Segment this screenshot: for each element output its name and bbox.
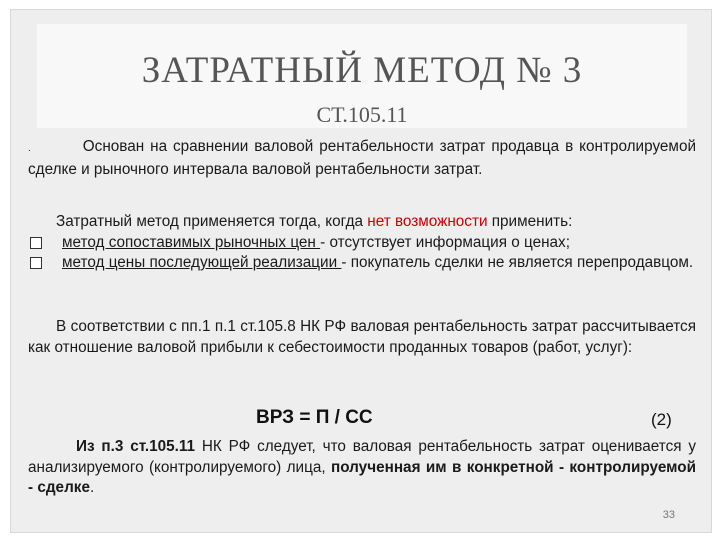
checkbox-bullet-icon [30, 257, 42, 269]
highlight-no-possibility: нет возможности [367, 213, 488, 230]
method-comparable-prices: метод сопоставимых рыночных цен [62, 233, 321, 251]
bullet-item [28, 233, 696, 254]
slide-subtitle: СТ.105.11 [316, 102, 408, 127]
calculation-text: В соответствии с пп.1 п.1 ст.105.8 НК РФ валовая рентабельность затрат рассчитывается как отношение валовой прибыли к себестоимости проданных товаров (работ, услуг): [28, 318, 696, 356]
conclusion-text: НК РФ следует, что валовая рентабельность затрат оценивается у анализируемого (контролируемого) лица, [28, 438, 696, 476]
bullet-text: - покупатель сделки не является перепродавцом. [341, 254, 694, 271]
applicability-end: применить: [487, 213, 573, 230]
title-panel [37, 24, 687, 128]
paragraph-applicability [28, 212, 696, 274]
formula-number: (2) [651, 410, 672, 429]
bullet-item [28, 253, 696, 274]
formula: ВРЗ = П / СС [256, 407, 373, 428]
conclusion-end: . [89, 479, 95, 496]
page-number: 33 [662, 509, 675, 521]
applicability-line [28, 212, 696, 233]
slide [10, 9, 712, 533]
paragraph-definition [28, 137, 696, 180]
reference-bold: Из п.3 ст.105.11 [76, 438, 196, 455]
applicability-text: Затратный метод применяется тогда, когда [56, 213, 368, 230]
bullet-text: - отсутствует информация о ценах; [320, 233, 570, 251]
paragraph-conclusion [28, 437, 696, 499]
method-resale-price: метод цены последующей реализации [62, 254, 342, 271]
paragraph-marker: . [28, 143, 31, 154]
conclusion-bold: полученная им в конкретной - контролируемой - сделке [28, 458, 696, 496]
paragraph-calculation [28, 317, 696, 358]
definition-text: Основан на сравнении валовой рентабельности затрат продавца в контролируемой сделке и рыночного интервала валовой рентабельности затрат. [28, 138, 696, 178]
slide-title: ЗАТРАТНЫЙ МЕТОД № 3 [141, 50, 583, 91]
checkbox-bullet-icon [30, 237, 42, 249]
